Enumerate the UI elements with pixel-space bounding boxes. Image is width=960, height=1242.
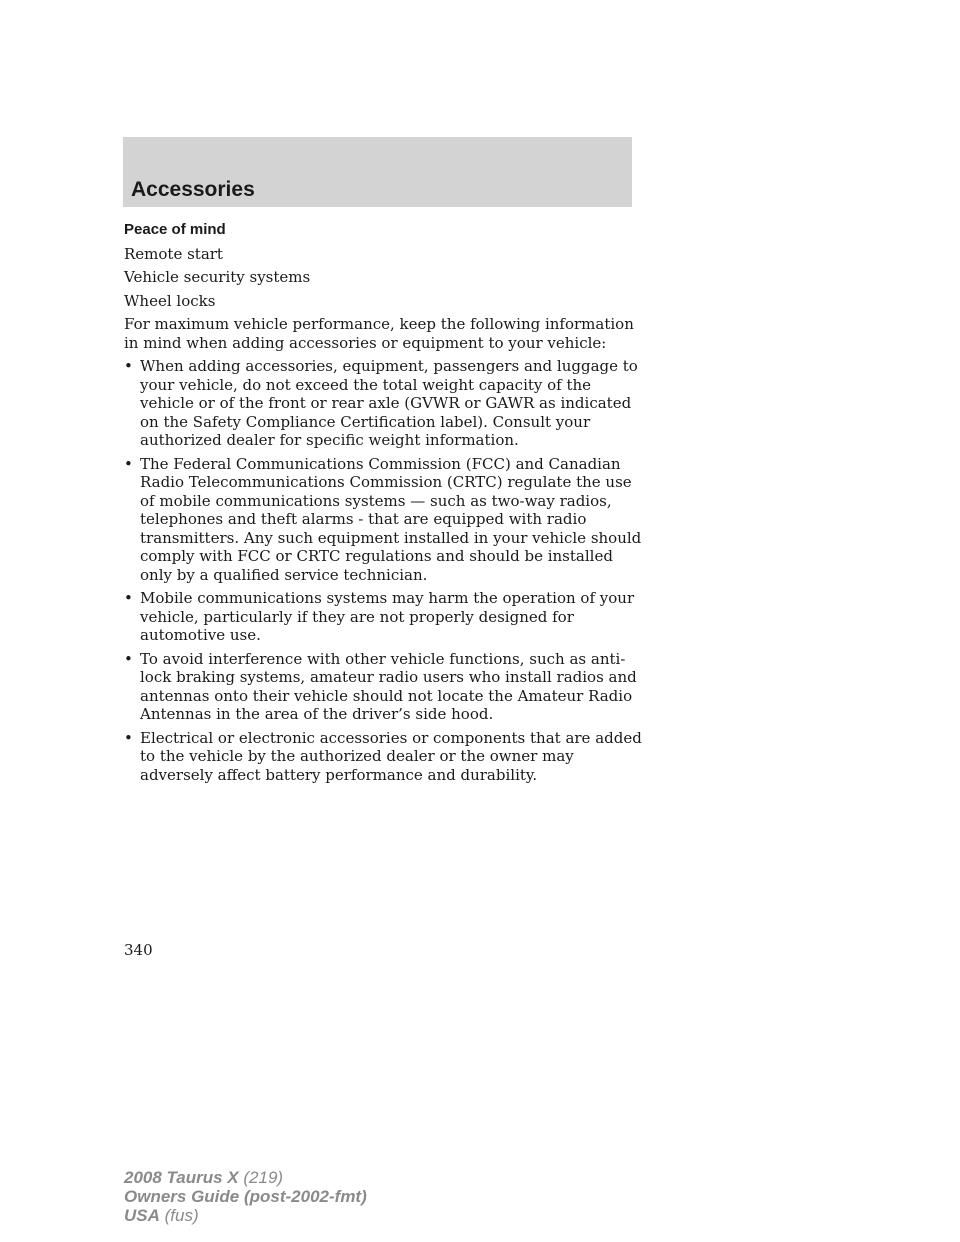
footer-model-code: (219)	[243, 1168, 284, 1187]
bullet-item	[124, 650, 644, 724]
footer-market: USA	[124, 1206, 160, 1225]
bullet-item	[124, 357, 644, 450]
bullet-icon: •	[124, 357, 133, 375]
document-footer	[124, 1168, 367, 1225]
bullet-list	[124, 357, 644, 784]
bullet-text: When adding accessories, equipment, passengers and luggage to your vehicle, do not exceed the total weight capacity of the vehicle or of the front or rear axle (GVWR or GAWR as indicated on the Safety Compliance Certification label). Consult your authorized dealer for specific weight information.	[140, 357, 638, 449]
footer-line-market	[124, 1206, 367, 1225]
bullet-icon: •	[124, 728, 133, 747]
bullet-text: Mobile communications systems may harm the operation of your vehicle, particularly if they are not properly designed for automotive use.	[140, 589, 635, 644]
footer-line-model	[124, 1168, 367, 1187]
bullet-text: The Federal Communications Commission (FCC) and Canadian Radio Telecommunications Commission (CRTC) regulate the use of mobile communications systems — such as two-way radios, telephones and theft alarms - that are equipped with radio transmitters. Any such equipment installed in your vehicle should comply with FCC or CRTC regulations and should be installed only by a qualified service technician.	[140, 454, 642, 584]
accessory-item: Vehicle security systems	[124, 268, 311, 286]
accessory-item: Remote start	[124, 244, 223, 263]
section-title: Peace of mind	[124, 221, 226, 238]
footer-market-code: (fus)	[164, 1206, 199, 1225]
bullet-icon: •	[124, 649, 133, 668]
bullet-item	[124, 589, 644, 645]
footer-model: 2008 Taurus X	[124, 1168, 239, 1187]
bullet-text: Electrical or electronic accessories or components that are added to the vehicle by the authorized dealer or the owner may adversely affect battery performance and durability.	[140, 728, 642, 784]
accessory-item: Wheel locks	[124, 291, 216, 310]
bullet-icon: •	[124, 454, 133, 473]
page-number: 340	[124, 941, 153, 959]
footer-guide: Owners Guide (post-2002-fmt)	[124, 1187, 367, 1206]
bullet-item	[124, 729, 644, 785]
bullet-icon: •	[124, 589, 133, 607]
bullet-text: To avoid interference with other vehicle functions, such as anti-lock braking systems, amateur radio users who install radios and antennas onto their vehicle should not locate the Amateur Radio Antennas in the area of the driver’s side hood.	[140, 649, 637, 723]
bullet-item	[124, 455, 644, 585]
intro-paragraph: For maximum vehicle performance, keep the following information in mind when adding accessories or equipment to your vehicle:	[124, 315, 634, 352]
page-content	[124, 221, 644, 789]
section-header-band	[123, 137, 632, 207]
chapter-title: Accessories	[131, 178, 255, 201]
